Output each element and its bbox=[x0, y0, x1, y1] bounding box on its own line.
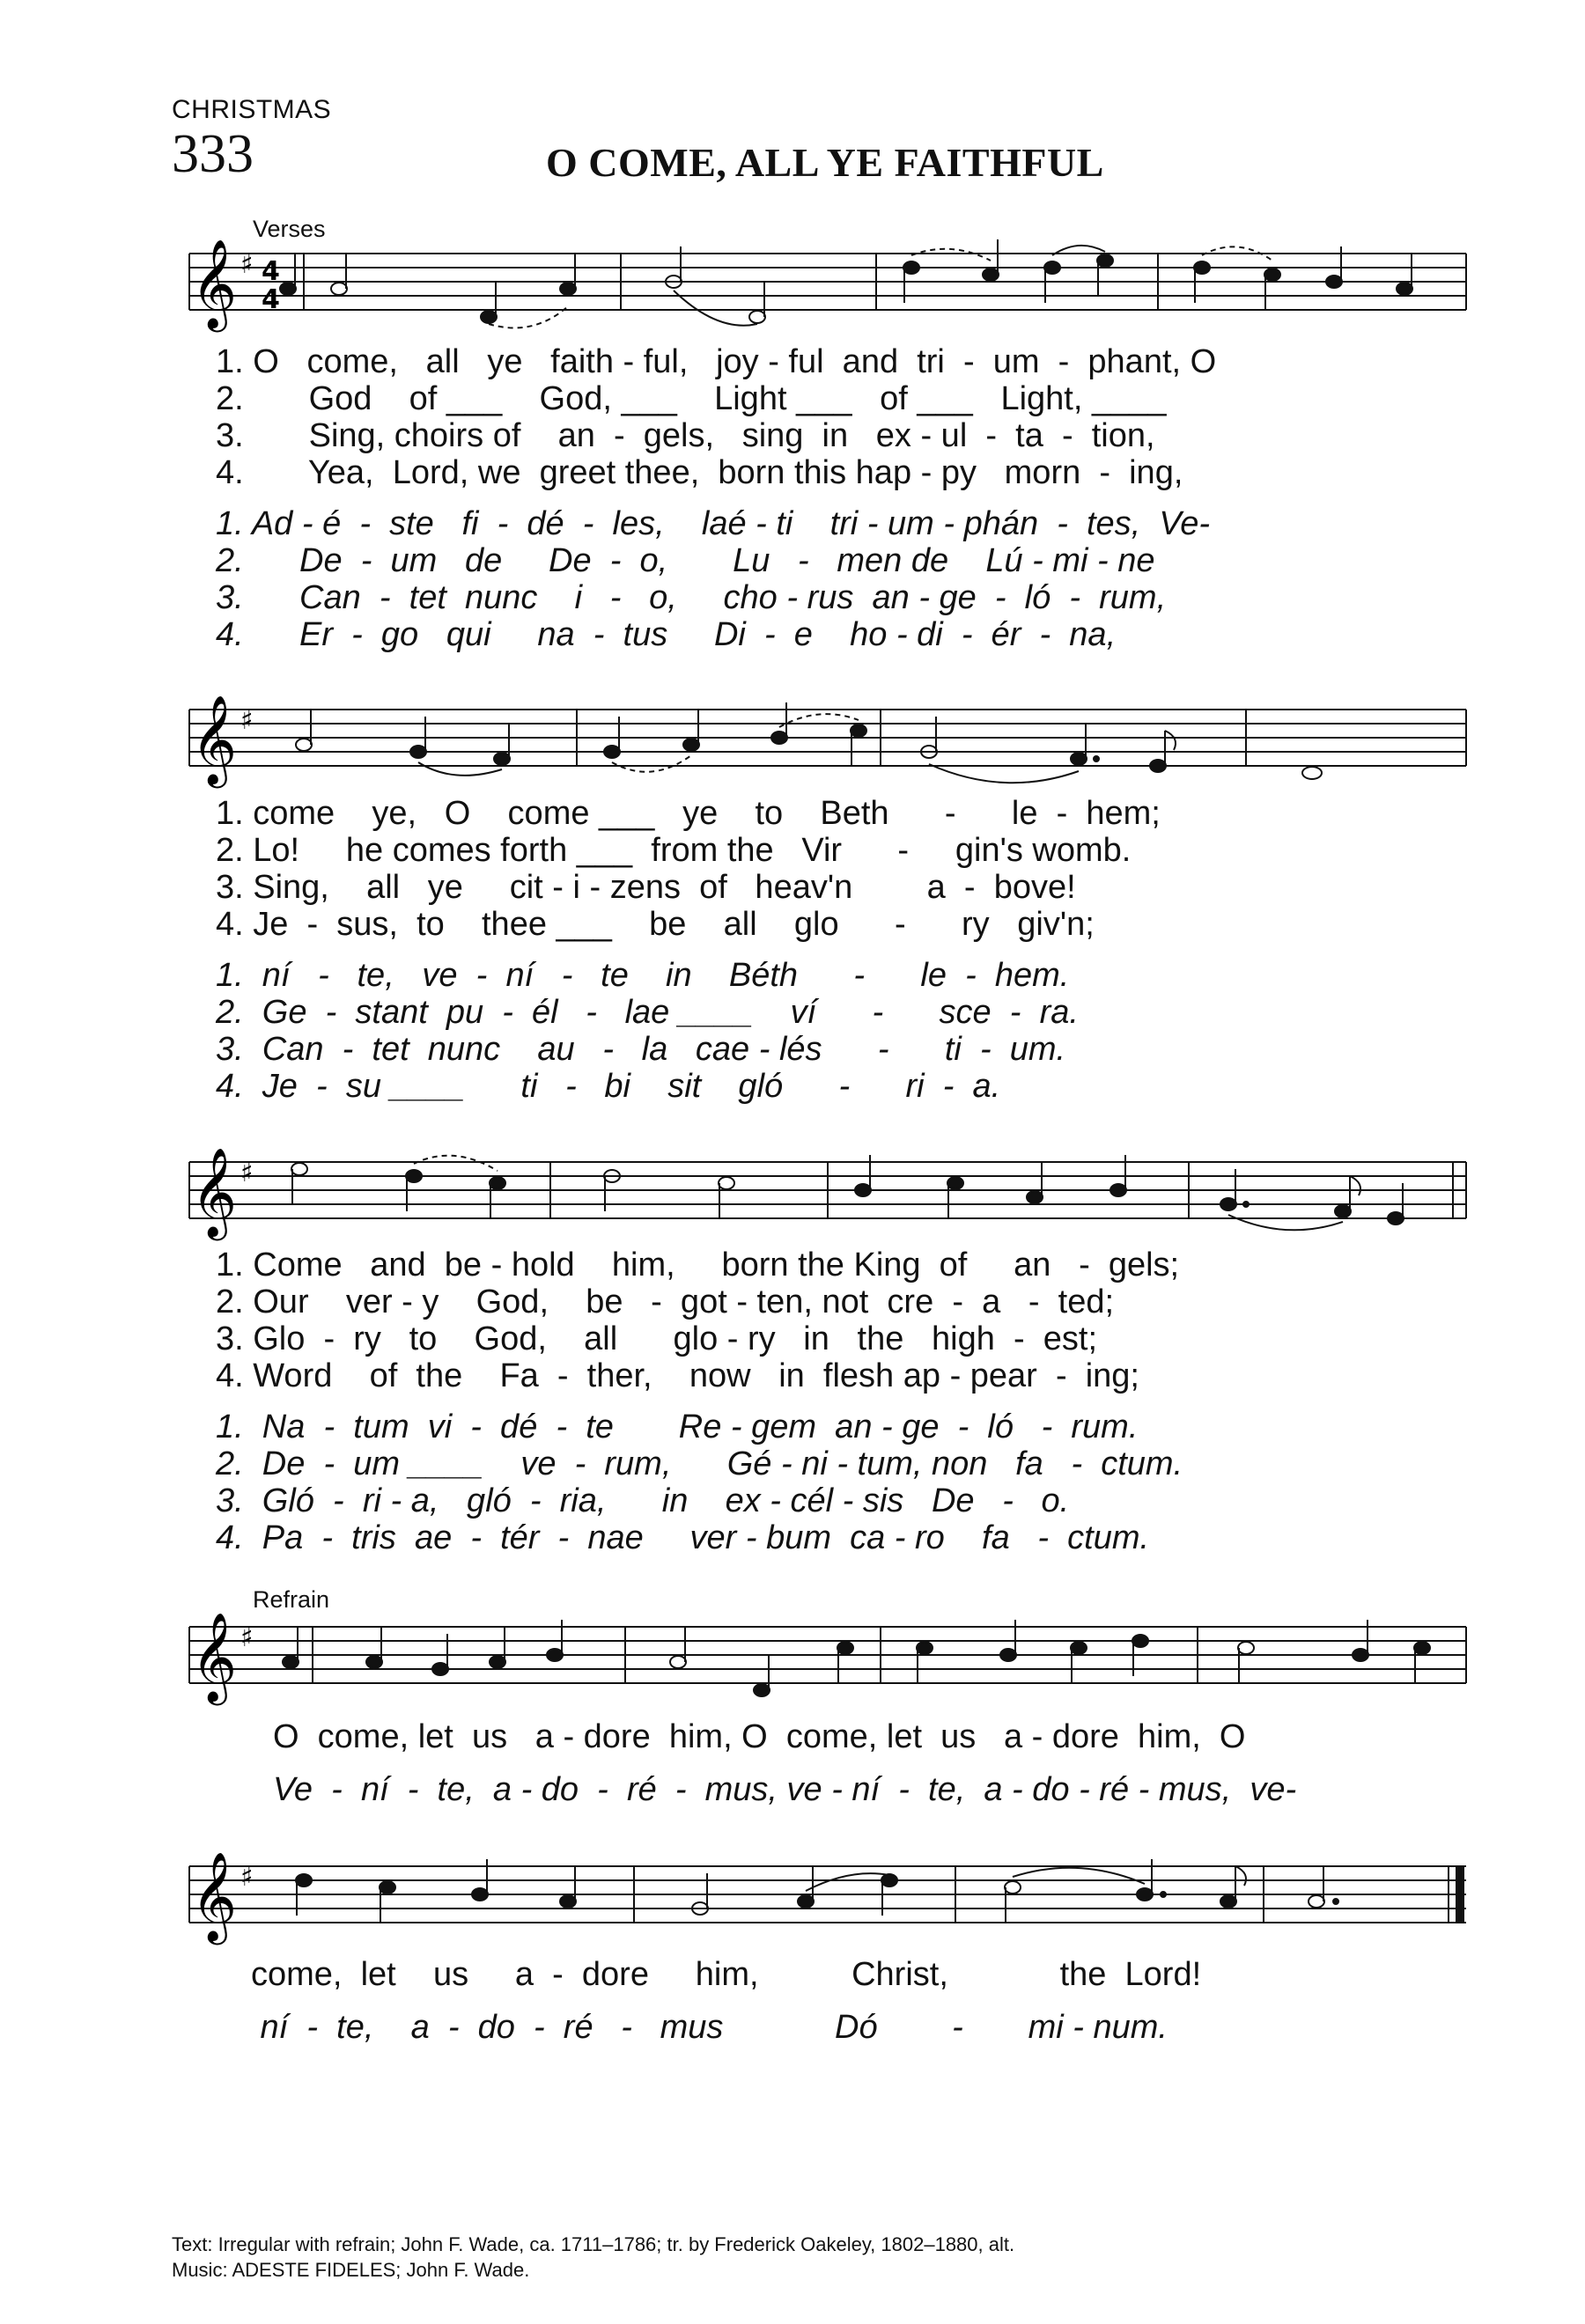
verse-lyric-3: 3. Sing, all ye cit - i - zens of heav'n a - bove! bbox=[216, 869, 1076, 906]
music-credit: Music: ADESTE FIDELES; John F. Wade. bbox=[172, 2259, 530, 2281]
verse-lyric-4: 4. Yea, Lord, we greet thee, born this hap - py morn - ing, bbox=[216, 454, 1183, 491]
verse-lyric-1: 1. Come and be - hold him, born the King of an - gels; bbox=[216, 1247, 1180, 1283]
verse-lyric-2: 2. Our ver - y God, be - got - ten, not cre - a - ted; bbox=[216, 1283, 1115, 1320]
music-staff-4 bbox=[189, 1609, 1466, 1706]
treble-clef-icon: 𝄞 bbox=[191, 1611, 238, 1702]
refrain-lyric: O come, let us a - dore him, O come, let us a - dore him, O bbox=[273, 1718, 1246, 1755]
hymn-title: O COME, ALL YE FAITHFUL bbox=[546, 140, 1104, 185]
svg-text:4: 4 bbox=[262, 256, 280, 287]
verse-lyric-2: 2. God of ___ God, ___ Light ___ of ___ Light, ____ bbox=[216, 380, 1167, 417]
latin-lyric-3: 3. Can - tet nunc au - la cae - lés - ti - um. bbox=[216, 1031, 1066, 1068]
latin-lyric-2: 2. Ge - stant pu - él - lae ____ ví - sce - ra. bbox=[216, 994, 1079, 1031]
text-credit: Text: Irregular with refrain; John F. Wade, ca. 1711–1786; tr. by Frederick Oakeley, 1802–1880, alt. bbox=[172, 2233, 1015, 2255]
treble-clef-icon: 𝄞 bbox=[191, 1146, 238, 1237]
treble-clef-icon: 𝄞 bbox=[191, 238, 238, 328]
refrain-latin-lyric: Ve - ní - te, a - do - ré - mus, ve - ní - te, a - do - ré - mus, ve- bbox=[273, 1771, 1297, 1808]
credits-block bbox=[172, 2232, 1014, 2283]
refrain-label: Refrain bbox=[253, 1586, 330, 1613]
hymn-number: 333 bbox=[172, 124, 254, 184]
latin-lyric-2: 2. De - um ____ ve - rum, Gé - ni - tum, non fa - ctum. bbox=[216, 1445, 1183, 1482]
svg-text:4: 4 bbox=[262, 284, 280, 315]
latin-lyric-3: 3. Gló - ri - a, gló - ria, in ex - cél - sis De - o. bbox=[216, 1482, 1070, 1519]
svg-text:♯: ♯ bbox=[240, 1158, 254, 1188]
music-staff-5 bbox=[189, 1849, 1466, 1945]
latin-lyric-4: 4. Pa - tris ae - tér - nae ver - bum ca - ro fa - ctum. bbox=[216, 1519, 1150, 1556]
staff-lines bbox=[189, 236, 1466, 333]
treble-clef-icon: 𝄞 bbox=[191, 694, 238, 784]
verse-lyric-4: 4. Je - sus, to thee ___ be all glo - ry giv'n; bbox=[216, 906, 1095, 943]
staff-lines bbox=[189, 1609, 1466, 1706]
latin-lyric-1: 1. Ad - é - ste fi - dé - les, laé - ti tri - um - phán - tes, Ve- bbox=[216, 505, 1211, 542]
svg-text:♯: ♯ bbox=[240, 1622, 254, 1653]
svg-text:♯: ♯ bbox=[240, 705, 254, 736]
latin-lyric-4: 4. Er - go qui na - tus Di - e ho - di - ér - na, bbox=[216, 616, 1117, 653]
latin-lyric-4: 4. Je - su ____ ti - bi sit gló - ri - a. bbox=[216, 1068, 1001, 1105]
latin-lyric-3: 3. Can - tet nunc i - o, cho - rus an - ge - ló - rum, bbox=[216, 579, 1167, 616]
staff-lines bbox=[189, 1849, 1466, 1945]
staff-lines bbox=[189, 692, 1466, 789]
music-staff-2 bbox=[189, 692, 1466, 789]
svg-text:♯: ♯ bbox=[240, 1862, 254, 1893]
latin-lyric-1: 1. ní - te, ve - ní - te in Béth - le - hem. bbox=[216, 957, 1070, 994]
verse-lyric-2: 2. Lo! he comes forth ___ from the Vir - gin's womb. bbox=[216, 832, 1132, 869]
verse-lyric-1: 1. come ye, O come ___ ye to Beth - le - hem; bbox=[216, 795, 1161, 832]
music-staff-3 bbox=[189, 1144, 1466, 1241]
treble-clef-icon: 𝄞 bbox=[191, 1850, 238, 1941]
music-staff-1 bbox=[189, 236, 1466, 333]
verse-lyric-4: 4. Word of the Fa - ther, now in flesh ap - pear - ing; bbox=[216, 1357, 1139, 1394]
latin-lyric-1: 1. Na - tum vi - dé - te Re - gem an - ge - ló - rum. bbox=[216, 1408, 1139, 1445]
verse-lyric-1: 1. O come, all ye faith - ful, joy - ful and tri - um - phant, O bbox=[216, 343, 1217, 380]
svg-text:♯: ♯ bbox=[240, 249, 254, 280]
latin-lyric-2: 2. De - um de De - o, Lu - men de Lú - mi - ne bbox=[216, 542, 1155, 579]
staff-lines bbox=[189, 1144, 1466, 1241]
verse-lyric-3: 3. Glo - ry to God, all glo - ry in the high - est; bbox=[216, 1320, 1098, 1357]
refrain-lyric-end: come, let us a - dore him, Christ, the Lord! bbox=[251, 1956, 1202, 1993]
section-heading: CHRISTMAS bbox=[172, 95, 332, 124]
verse-lyric-3: 3. Sing, choirs of an - gels, sing in ex - ul - ta - tion, bbox=[216, 417, 1155, 454]
verses-label: Verses bbox=[253, 216, 326, 242]
refrain-latin-lyric-end: ní - te, a - do - ré - mus Dó - mi - num. bbox=[251, 2009, 1168, 2046]
